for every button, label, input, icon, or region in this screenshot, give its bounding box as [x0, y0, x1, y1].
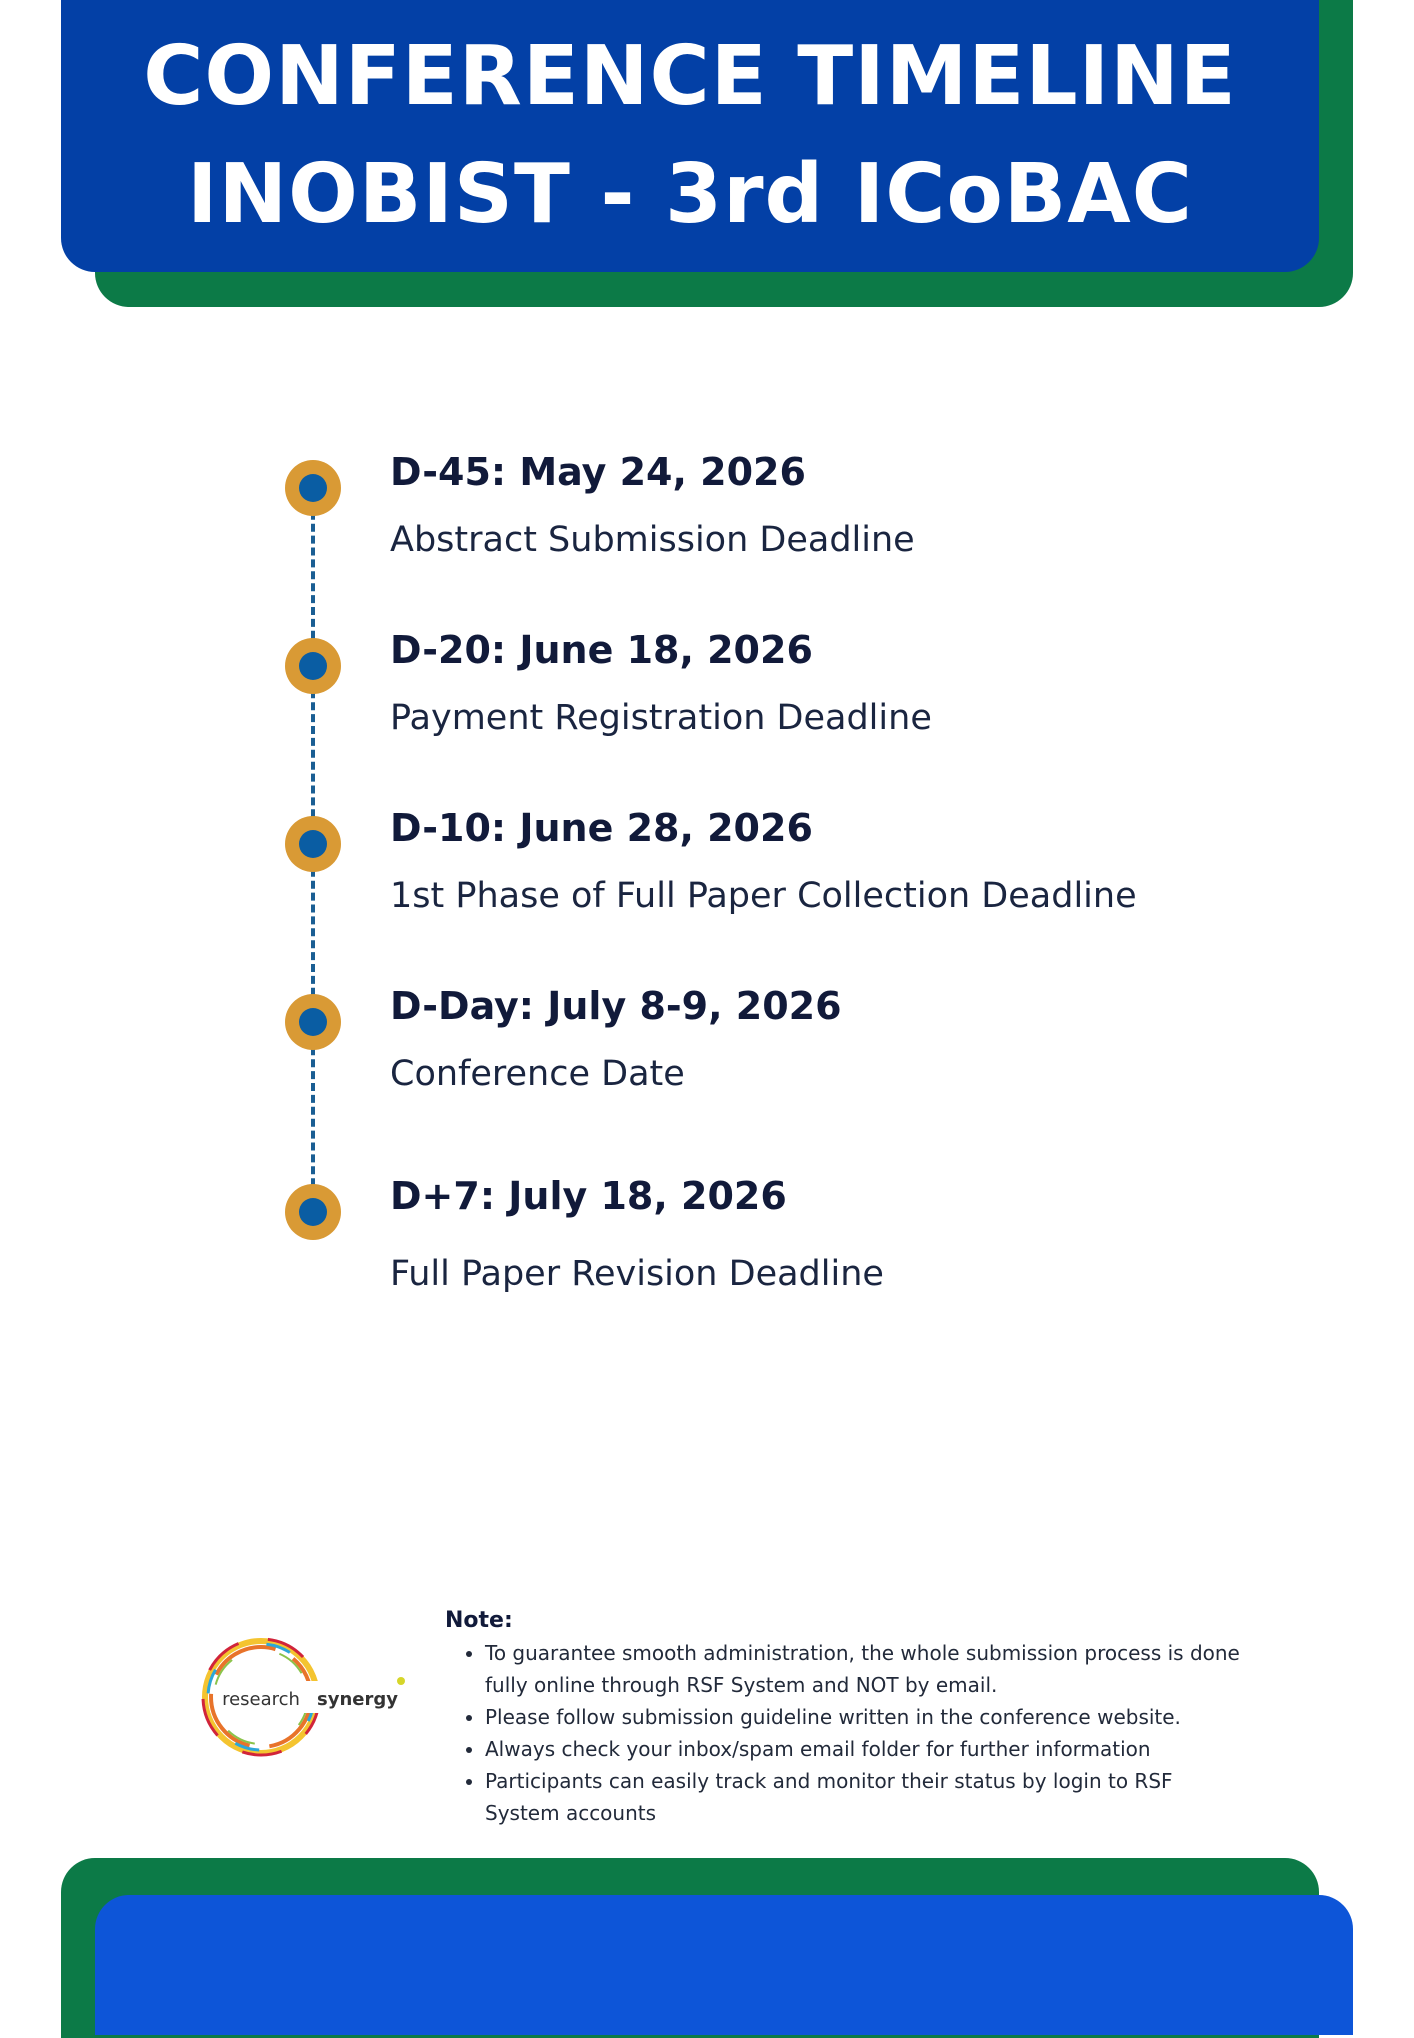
milestone-dot [285, 816, 341, 872]
svg-text:synergy: synergy [317, 1689, 398, 1710]
note-item: • Please follow submission guideline written in the conference website. [485, 1701, 1245, 1733]
note-section [445, 1608, 1245, 1829]
research-synergy-logo [195, 1633, 410, 1761]
milestone-event: Payment Registration Deadline [390, 698, 932, 738]
milestone-dot [285, 1184, 341, 1240]
milestone-event: Full Paper Revision Deadline [390, 1254, 884, 1294]
note-item: • To guarantee smooth administration, the whole submission process is done fully online through RSF System and NOT by email. [485, 1637, 1245, 1701]
milestone-dot [285, 460, 341, 516]
milestone-date: D+7: July 18, 2026 [390, 1174, 787, 1218]
milestone-date: D-10: June 28, 2026 [390, 806, 813, 850]
note-item: • Participants can easily track and monitor their status by login to RSF System accounts [485, 1765, 1245, 1829]
note-title: Note: [445, 1608, 513, 1633]
milestone-dot [285, 994, 341, 1050]
milestone-date: D-Day: July 8-9, 2026 [390, 984, 842, 1028]
footer-banner [95, 1895, 1353, 2035]
milestone-event: Abstract Submission Deadline [390, 520, 915, 560]
note-list [445, 1637, 1245, 1829]
milestone-date: D-20: June 18, 2026 [390, 628, 813, 672]
header-banner [61, 0, 1319, 272]
page-title-line-1: CONFERENCE TIMELINE [143, 29, 1237, 124]
milestone-dot [285, 638, 341, 694]
milestone-event: Conference Date [390, 1054, 685, 1094]
note-item: • Always check your inbox/spam email folder for further information [485, 1733, 1245, 1765]
svg-text:research: research [222, 1689, 300, 1710]
milestone-event: 1st Phase of Full Paper Collection Deadline [390, 876, 1137, 916]
page-title-line-2: INOBIST - 3rd ICoBAC [187, 147, 1193, 242]
milestone-date: D-45: May 24, 2026 [390, 450, 806, 494]
